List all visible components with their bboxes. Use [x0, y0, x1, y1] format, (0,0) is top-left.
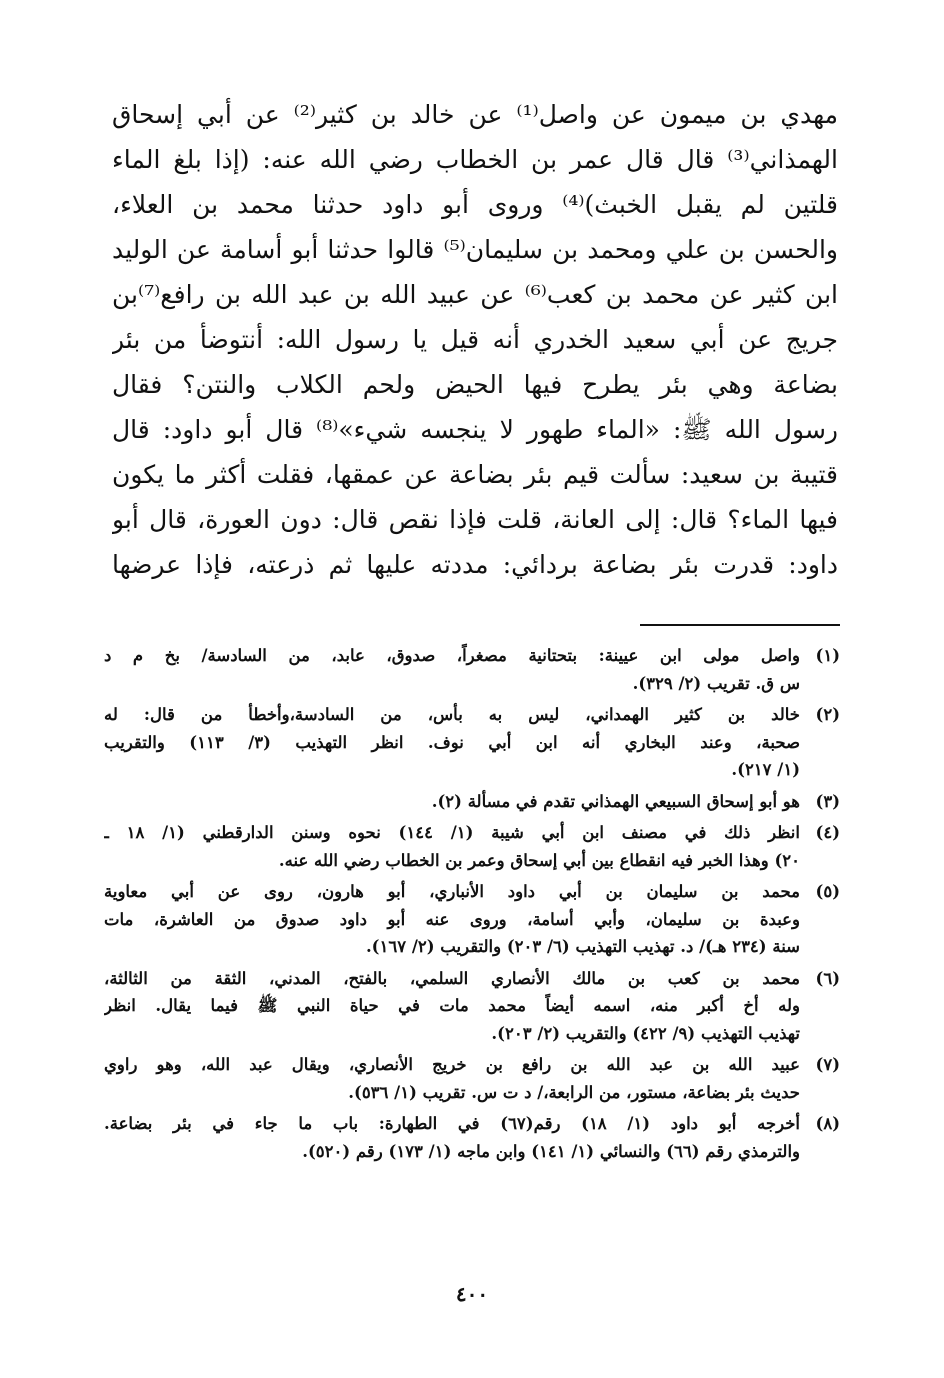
footnote-8 — [104, 1110, 840, 1165]
page-number: ٤٠٠ — [455, 1282, 489, 1306]
footnote-number: (٥) — [815, 882, 840, 901]
main-line: بضاعة وهي بئر يطرح فيها الحيض ولحم الكلاب والنتن؟ فقال — [112, 370, 838, 399]
footnote-line: هو أبو إسحاق السبيعي الهمذاني تقدم في مسألة (٢). — [431, 791, 800, 811]
footnote-line: سنة (٢٣٤ هـ)/ د. تهذيب التهذيب (٦/ ٢٠٣) والتقريب (٢/ ١٦٧). — [365, 937, 800, 956]
main-line: داود: قدرت بئر بضاعة بردائي: مددته عليها ثم ذرعته، فإذا عرضها — [112, 550, 838, 579]
footnote-line: حديث بئر بضاعة، مستور، من الرابعة،/ د ت س. تقريب (١/ ٥٣٦). — [348, 1082, 800, 1102]
footnote-line: صحبة، وعند البخاري أنه ابن أبي نوف. انظر التهذيب (٣/ ١١٣) والتقريب — [104, 732, 800, 752]
footnote-line: أخرجه أبو داود (١/ ١٨) رقم(٦٧) في الطهارة: باب ما جاء في بئر بضاعة. — [104, 1114, 800, 1133]
footnote-3 — [104, 788, 840, 816]
footnote-number: (٣) — [815, 791, 840, 811]
footnote-line: وله أخ أكبر منه، اسمه أيضاً محمد مات في حياة النبي ﷺ فيما يقال. انظر — [104, 996, 800, 1015]
footnote-line: وعبدة بن سليمان، وأبي أسامة، وروى عنه أبو داود صدوق من العاشرة، مات — [104, 909, 800, 929]
footnote-body — [104, 965, 800, 1048]
footnote-line: والترمذي رقم (٦٦) والنسائي (١/ ١٤١) وابن ماجه (١/ ١٧٣) رقم (٥٢٠). — [302, 1141, 800, 1161]
main-line: جريج عن أبي سعيد الخدري أنه قيل يا رسول الله: أنتوضأ من بئر — [112, 325, 838, 354]
footnote-line: انظر ذلك في مصنف ابن أبي شيبة (١/ ١٤٤) نحوه وسنن الدارقطني (١/ ١٨ ـ — [104, 823, 800, 842]
footnote-line: (١/ ٢١٧). — [731, 760, 800, 779]
footnote-body — [104, 701, 800, 784]
footnote-body — [104, 878, 800, 961]
main-line: رسول الله ﷺ: «الماء طهور لا ينجسه شيء»⁽⁸⁾ قال أبو داود: قال — [112, 415, 838, 444]
footnote-line: خالد بن كثير الهمداني، ليس به بأس، من السادسة،وأخطأ من قال: له — [104, 705, 800, 724]
main-text — [112, 92, 838, 587]
footnote-6 — [104, 965, 840, 1048]
footnote-body — [104, 819, 800, 874]
footnote-line: ٢٠) وهذا الخبر فيه انقطاع بين أبي إسحاق وعمر بن الخطاب رضي الله عنه. — [278, 850, 800, 870]
footnote-1 — [104, 642, 840, 697]
footnote-body — [104, 1110, 800, 1165]
footnote-line: محمد بن سليمان بن أبي داود الأنباري، أبو هارون، روى عن أبي معاوية — [104, 882, 800, 901]
footnotes — [104, 642, 840, 1169]
footnote-number: (٨) — [815, 1114, 840, 1133]
footnote-line: تهذيب التهذيب (٩/ ٤٢٢) والتقريب (٢/ ٢٠٣). — [491, 1023, 800, 1043]
footnote-5 — [104, 878, 840, 961]
main-line: والحسن بن علي ومحمد بن سليمان⁽⁵⁾ قالوا حدثنا أبو أسامة عن الوليد — [112, 235, 838, 264]
footnote-7 — [104, 1051, 840, 1106]
footnote-line: واصل مولى ابن عيينة: بتحتانية مصغراً، صدوق، عابد، من السادسة/ بخ م د — [104, 646, 800, 665]
footnote-number: (٦) — [815, 968, 840, 988]
footnote-body — [104, 788, 800, 816]
footnote-body — [104, 1051, 800, 1106]
footnote-number: (١) — [815, 646, 840, 665]
footnote-line: س ق. تقريب (٢/ ٣٢٩). — [632, 673, 800, 693]
footnote-number: (٢) — [815, 705, 840, 724]
footnote-number: (٧) — [815, 1055, 840, 1074]
main-line: قلتين لم يقبل الخبث)⁽⁴⁾ وروى أبو داود حدثنا محمد بن العلاء، — [112, 190, 838, 219]
footnote-body — [104, 642, 800, 697]
footnote-4 — [104, 819, 840, 874]
footnote-line: محمد بن كعب بن مالك الأنصاري السلمي، بالفتح، المدني، الثقة من الثالثة، — [104, 968, 800, 988]
footnote-divider — [640, 624, 840, 626]
main-line: قتيبة بن سعيد: سألت قيم بئر بضاعة عن عمقها، فقلت أكثر ما يكون — [112, 460, 838, 489]
main-line: ابن كثير عن محمد بن كعب⁽⁶⁾ عن عبيد الله بن عبد الله بن رافع⁽⁷⁾بن — [112, 280, 838, 309]
main-line: مهدي بن ميمون عن واصل⁽¹⁾ عن خالد بن كثير⁽²⁾ عن أبي إسحاق — [112, 100, 838, 129]
main-line: الهمذاني⁽³⁾ قال قال عمر بن الخطاب رضي الله عنه: (إذا بلغ الماء — [112, 145, 838, 174]
footnote-line: عبيد الله بن عبد الله بن رافع بن خريج الأنصاري، ويقال عبد الله، وهو راوي — [104, 1055, 800, 1074]
footnote-2 — [104, 701, 840, 784]
footnote-number: (٤) — [815, 823, 840, 842]
main-line: فيها الماء؟ قال: إلى العانة، قلت فإذا نقص قال: دون العورة، قال أبو — [112, 505, 838, 534]
